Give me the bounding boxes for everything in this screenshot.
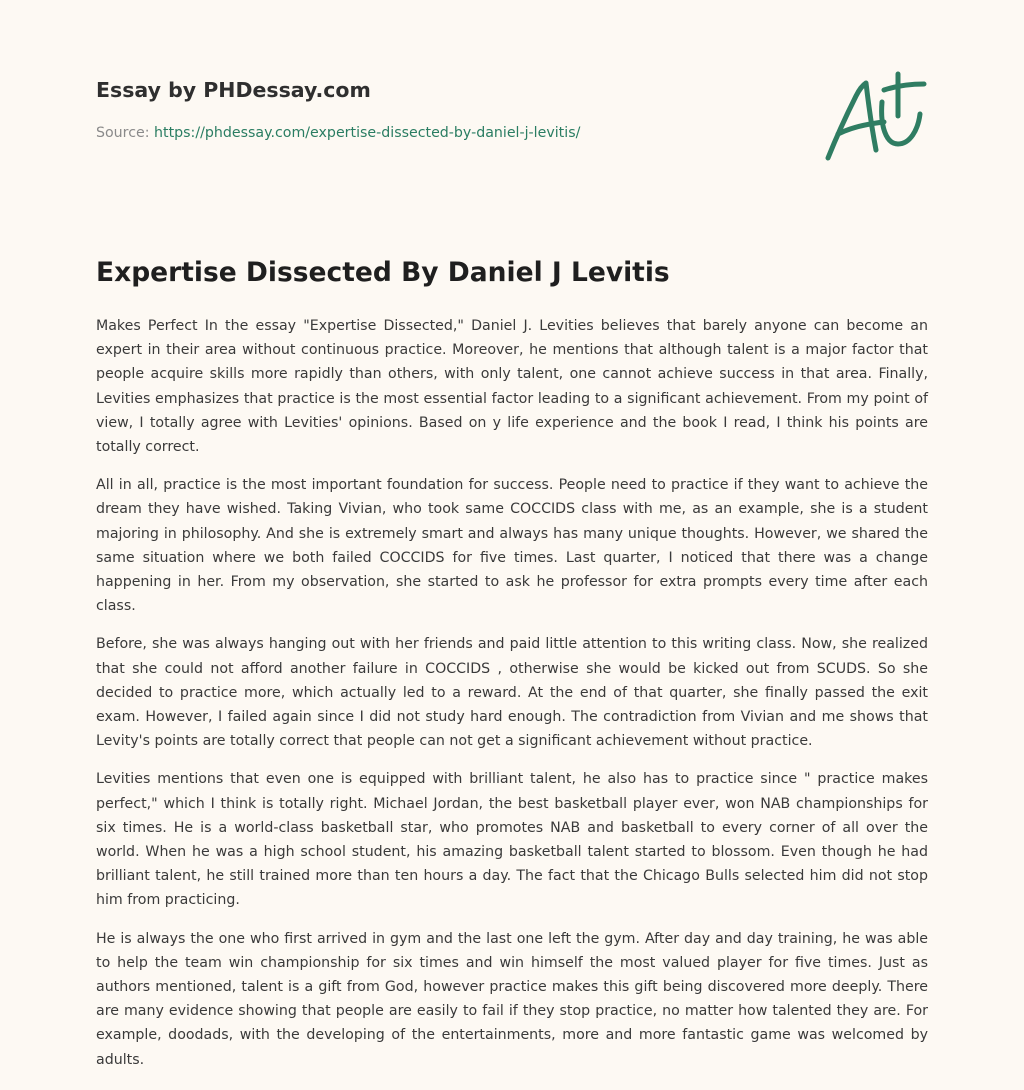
essay-paragraph: Makes Perfect In the essay "Expertise Dissected," Daniel J. Levities believes that barely anyone can become an expert in their area without continuous practice. Moreover, he mentions that although talent is a major factor that people acquire skills more rapidly than others, with only talent, one cannot achieve success in that area. Finally, Levities emphasizes that practice is the most essential factor leading to a significant achievement. From my point of view, I totally agree with Levities' opinions. Based on y life experience and the book I read, I think his points are totally correct.: [96, 318, 928, 456]
essay-paragraph: Before, she was always hanging out with her friends and paid little attention to this writing class. Now, she realized that she could not afford another failure in COCCIDS , otherwise she would be kicked out from SCUDS. So she decided to practice more, which actually led to a reward. At the end of that quarter, she finally passed the exit exam. However, I failed again since I did not study hard enough. The contradiction from Vivian and me shows that Levity's points are totally correct that people can not get a significant achievement without practice.: [96, 636, 928, 750]
essay-body: [96, 314, 928, 1086]
source-link[interactable]: https://phdessay.com/expertise-dissected-by-daniel-j-levitis/: [154, 125, 581, 141]
essay-title: Expertise Dissected By Daniel J Levitis: [96, 257, 670, 288]
essay-paragraph: He is always the one who first arrived in gym and the last one left the gym. After day and day training, he was able to help the team win championship for six times and win himself the most valued player for five times. Just as authors mentioned, talent is a gift from God, however practice makes this gift being discovered more deeply. There are many evidence showing that people are easily to fail if they stop practice, no matter how talented they are. For example, doodads, with the developing of the entertainments, more and more fantastic game was welcomed by adults.: [96, 930, 928, 1068]
a-plus-grade-icon: [822, 66, 932, 166]
source-line: [96, 123, 656, 143]
source-label: Source:: [96, 125, 150, 141]
page-header: [96, 76, 656, 143]
site-title: Essay by PHDessay.com: [96, 78, 371, 102]
essay-paragraph: Levities mentions that even one is equipped with brilliant talent, he also has to practice since " practice makes perfect," which I think is totally right. Michael Jordan, the best basketball player ever, won NAB championships for six times. He is a world-class basketball star, who promotes NAB and basketball to every corner of all over the world. When he was a high school student, his amazing basketball talent started to blossom. Even though he had brilliant talent, he still trained more than ten hours a day. The fact that the Chicago Bulls selected him did not stop him from practicing.: [96, 771, 928, 909]
essay-paragraph: All in all, practice is the most important foundation for success. People need to practice if they want to achieve the dream they have wished. Taking Vivian, who took same COCCIDS class with me, as an example, she is a student majoring in philosophy. And she is extremely smart and always has many unique thoughts. However, we shared the same situation where we both failed COCCIDS for five times. Last quarter, I noticed that there was a change happening in her. From my observation, she started to ask he professor for extra prompts every time after each class.: [96, 477, 928, 615]
